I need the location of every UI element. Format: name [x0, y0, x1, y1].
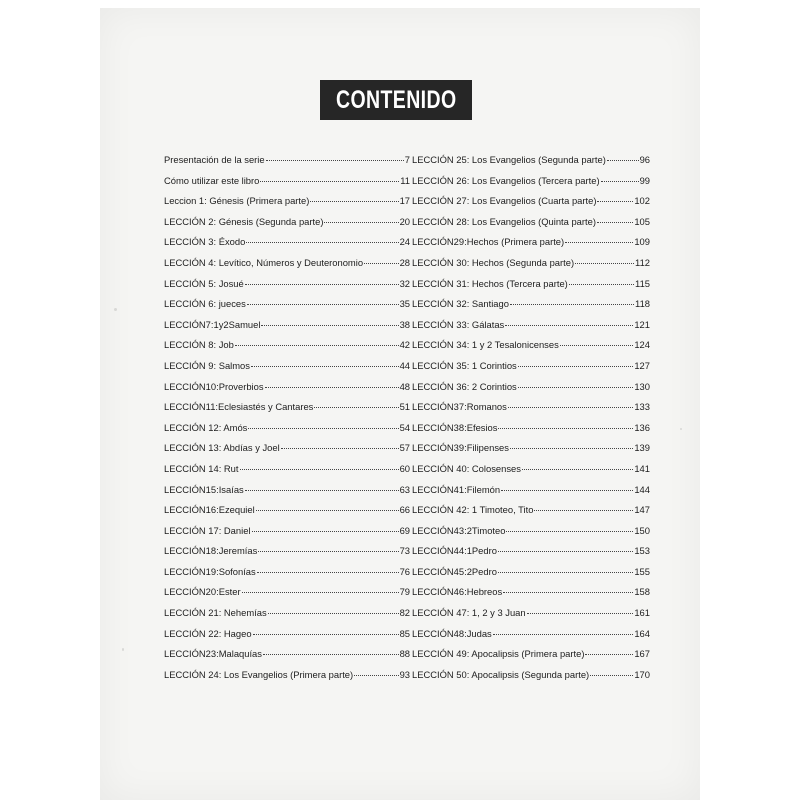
dot-leader	[506, 531, 633, 532]
toc-entry-page-number: 11	[400, 174, 410, 186]
toc-entry	[164, 545, 410, 566]
dot-leader	[248, 428, 398, 429]
toc-entry-title: LECCIÓN 5: Josué	[164, 277, 244, 289]
toc-entry-page-number: 118	[635, 298, 650, 310]
toc-entry	[164, 175, 410, 196]
toc-entry	[164, 319, 410, 340]
toc-entry	[164, 216, 410, 237]
toc-entry	[412, 525, 650, 546]
toc-entry-title: Presentación de la serie	[164, 154, 265, 165]
toc-entry-title: Cómo utilizar este libro	[164, 174, 260, 186]
toc-entry-title: Leccion 1: Génesis (Primera parte)	[164, 195, 310, 207]
toc-entry	[412, 175, 650, 196]
toc-entry	[412, 504, 650, 525]
toc-entry-title: LECCIÓN41:Filemón	[412, 483, 501, 495]
toc-entry-title: LECCIÓN11:Eclesiastés y Cantares	[164, 401, 314, 413]
toc-entry-title: LECCIÓN23:Malaquías	[164, 648, 262, 660]
dot-leader	[601, 181, 639, 182]
dot-leader	[263, 654, 399, 655]
toc-entry-title: LECCIÓN 17: Daniel	[164, 524, 251, 536]
toc-entry	[412, 154, 650, 175]
toc-entry	[412, 545, 650, 566]
toc-entry-page-number: 144	[634, 483, 650, 495]
dot-leader	[498, 428, 633, 429]
toc-entry-page-number: 167	[634, 648, 650, 660]
dot-leader	[597, 201, 633, 202]
toc-entry	[412, 586, 650, 607]
toc-entry-title: LECCIÓN 12: Amós	[164, 421, 248, 433]
toc-entry-page-number: 105	[634, 215, 650, 227]
toc-entry-title: LECCIÓN10:Proverbios	[164, 380, 264, 392]
toc-entry	[164, 298, 410, 319]
toc-entry-page-number: 44	[399, 359, 410, 371]
toc-entry	[164, 339, 410, 360]
dot-leader	[281, 448, 399, 449]
toc-entry	[412, 648, 650, 669]
dot-leader	[245, 284, 399, 285]
toc-entry-page-number: 48	[399, 380, 410, 392]
toc-entry	[164, 401, 410, 422]
toc-entry-title: LECCIÓN 14: Rut	[164, 462, 239, 474]
toc-entry-title: LECCIÓN 28: Los Evangelios (Quinta parte)	[412, 215, 596, 227]
dot-leader	[503, 592, 633, 593]
toc-entry-page-number: 121	[634, 318, 650, 330]
toc-entry-title: LECCIÓN 22: Hageo	[164, 627, 252, 639]
dot-leader	[240, 469, 399, 470]
toc-entry-page-number: 51	[399, 401, 410, 413]
toc-entry-title: LECCIÓN 50: Apocalipsis (Segunda parte)	[412, 668, 590, 680]
dot-leader	[266, 160, 404, 161]
toc-entry-page-number: 35	[399, 298, 410, 310]
toc-entry	[412, 360, 650, 381]
toc-entry	[164, 669, 410, 690]
toc-entry-title: LECCIÓN 21: Nehemías	[164, 607, 267, 619]
toc-entry-page-number: 73	[399, 545, 410, 557]
dot-leader	[508, 407, 634, 408]
paper-speck	[680, 428, 682, 430]
dot-leader	[498, 572, 633, 573]
dot-leader	[590, 675, 633, 676]
toc-entry	[412, 195, 650, 216]
dot-leader	[314, 407, 398, 408]
paper-speck	[114, 308, 117, 311]
dot-leader	[575, 263, 634, 264]
toc-entry-page-number: 88	[399, 648, 410, 660]
toc-entry-title: LECCIÓN45:2Pedro	[412, 565, 497, 577]
toc-entry-page-number: 66	[399, 504, 410, 516]
dot-leader	[324, 222, 398, 223]
toc-entry-page-number: 24	[399, 236, 410, 248]
toc-entry-page-number: 124	[634, 339, 650, 351]
dot-leader	[569, 284, 634, 285]
toc-entry-page-number: 147	[634, 504, 650, 516]
toc-entry-page-number: 155	[634, 565, 650, 577]
dot-leader	[257, 572, 399, 573]
dot-leader	[245, 490, 399, 491]
dot-leader	[565, 242, 633, 243]
toc-left-column	[164, 154, 410, 689]
toc-entry	[412, 381, 650, 402]
toc-entry	[412, 422, 650, 443]
toc-entry-title: LECCIÓN37:Romanos	[412, 401, 507, 413]
toc-entry-title: LECCIÓN 13: Abdías y Joel	[164, 442, 280, 454]
toc-entry-title: LECCIÓN18:Jeremías	[164, 545, 258, 557]
toc-entry-page-number: 32	[399, 277, 410, 289]
toc-entry-page-number: 136	[634, 421, 650, 433]
dot-leader	[247, 304, 399, 305]
toc-entry	[164, 236, 410, 257]
toc-entry-title: LECCIÓN16:Ezequiel	[164, 504, 255, 516]
toc-entry	[412, 484, 650, 505]
toc-entry	[164, 525, 410, 546]
toc-entry-page-number: 85	[399, 627, 410, 639]
toc-entry-title: LECCIÓN44:1Pedro	[412, 545, 497, 557]
toc-entry-title: LECCIÓN43:2Timoteo	[412, 524, 506, 536]
dot-leader	[585, 654, 633, 655]
dot-leader	[242, 592, 399, 593]
toc-entry-page-number: 102	[634, 195, 650, 207]
toc-entry-page-number: 99	[639, 174, 650, 186]
toc-entry-title: LECCIÓN 47: 1, 2 y 3 Juan	[412, 607, 526, 619]
dot-leader	[560, 345, 634, 346]
toc-entry-title: LECCIÓN48:Judas	[412, 627, 492, 639]
toc-entry-page-number: 115	[635, 277, 650, 289]
toc-entry	[412, 319, 650, 340]
toc-entry-page-number: 79	[399, 586, 410, 598]
toc-entry-page-number: 76	[399, 565, 410, 577]
toc-entry-title: LECCIÓN 24: Los Evangelios (Primera parte)	[164, 668, 354, 680]
dot-leader	[597, 222, 633, 223]
toc-entry-page-number: 139	[634, 442, 650, 454]
toc-entry	[412, 566, 650, 587]
toc-entry	[164, 278, 410, 299]
dot-leader	[310, 201, 398, 202]
dot-leader	[510, 448, 633, 449]
toc-entry-title: LECCIÓN 49: Apocalipsis (Primera parte)	[412, 648, 585, 660]
toc-entry-title: LECCIÓN 31: Hechos (Tercera parte)	[412, 277, 568, 289]
dot-leader	[534, 510, 633, 511]
toc-entry	[164, 422, 410, 443]
toc-entry-page-number: 60	[399, 462, 410, 474]
toc-entry-page-number: 170	[634, 668, 650, 680]
toc-entry-page-number: 20	[399, 215, 410, 227]
toc-entry-title: LECCIÓN15:Isaías	[164, 483, 244, 495]
dot-leader	[253, 634, 399, 635]
dot-leader	[364, 263, 399, 264]
dot-leader	[252, 531, 399, 532]
toc-entry	[164, 463, 410, 484]
dot-leader	[260, 181, 399, 182]
toc-entry	[164, 648, 410, 669]
toc-entry-page-number: 93	[399, 668, 410, 680]
toc-entry	[412, 628, 650, 649]
toc-entry-title: LECCIÓN29:Hechos (Primera parte)	[412, 236, 565, 248]
toc-entry	[412, 236, 650, 257]
toc-entry	[164, 154, 410, 175]
toc-entry-title: LECCIÓN 42: 1 Timoteo, Tito	[412, 504, 534, 516]
dot-leader	[510, 304, 634, 305]
toc-entry-title: LECCIÓN 9: Salmos	[164, 359, 250, 371]
dot-leader	[518, 387, 634, 388]
toc-entry	[412, 401, 650, 422]
toc-entry-title: LECCIÓN 8: Job	[164, 339, 234, 351]
toc-entry	[412, 442, 650, 463]
heading-banner	[320, 80, 472, 120]
toc-entry-title: LECCIÓN 35: 1 Corintios	[412, 359, 517, 371]
toc-entry	[164, 195, 410, 216]
dot-leader	[501, 490, 633, 491]
toc-entry	[412, 298, 650, 319]
toc-entry-page-number: 69	[399, 524, 410, 536]
dot-leader	[498, 551, 633, 552]
dot-leader	[261, 325, 398, 326]
toc-entry-page-number: 161	[634, 607, 650, 619]
dot-leader	[268, 613, 399, 614]
toc-entry-page-number: 7	[404, 154, 410, 165]
toc-entry	[164, 607, 410, 628]
toc-entry-title: LECCIÓN 36: 2 Corintios	[412, 380, 517, 392]
toc-entry	[164, 381, 410, 402]
toc-right-column	[412, 154, 650, 689]
toc-entry-title: LECCIÓN 2: Génesis (Segunda parte)	[164, 215, 324, 227]
toc-entry-page-number: 28	[399, 256, 410, 268]
dot-leader	[607, 160, 639, 161]
dot-leader	[527, 613, 634, 614]
toc-entry	[164, 484, 410, 505]
toc-entry-title: LECCIÓN 4: Levítico, Números y Deuteronomio	[164, 256, 364, 268]
toc-entry-page-number: 38	[399, 318, 410, 330]
toc-entry	[164, 628, 410, 649]
toc-entry-page-number: 112	[635, 256, 650, 268]
toc-entry	[412, 463, 650, 484]
toc-entry-title: LECCIÓN19:Sofonías	[164, 565, 256, 577]
toc-entry-page-number: 150	[634, 524, 650, 536]
toc-entry	[412, 257, 650, 278]
toc-entry-page-number: 127	[634, 359, 650, 371]
dot-leader	[354, 675, 398, 676]
toc-entry-title: LECCIÓN38:Efesios	[412, 421, 498, 433]
toc-entry-page-number: 17	[399, 195, 410, 207]
dot-leader	[518, 366, 634, 367]
toc-entry-title: LECCIÓN 40: Colosenses	[412, 462, 521, 474]
toc-entry-title: LECCIÓN 34: 1 y 2 Tesalonicenses	[412, 339, 559, 351]
toc-entry	[164, 504, 410, 525]
toc-entry	[164, 442, 410, 463]
toc-entry-title: LECCIÓN 6: jueces	[164, 298, 246, 310]
toc-entry	[164, 566, 410, 587]
toc-entry-page-number: 57	[399, 442, 410, 454]
dot-leader	[493, 634, 634, 635]
dot-leader	[235, 345, 399, 346]
toc-entry	[412, 216, 650, 237]
toc-entry-page-number: 96	[639, 154, 650, 165]
dot-leader	[505, 325, 633, 326]
toc-entry-title: LECCIÓN 30: Hechos (Segunda parte)	[412, 256, 575, 268]
toc-entry	[412, 339, 650, 360]
toc-entry-page-number: 153	[634, 545, 650, 557]
toc-entry-page-number: 158	[634, 586, 650, 598]
toc-entry-title: LECCIÓN 3: Éxodo	[164, 236, 246, 248]
toc-entry	[412, 278, 650, 299]
toc-entry-title: LECCIÓN 26: Los Evangelios (Tercera parte)	[412, 174, 600, 186]
toc-entry-page-number: 109	[634, 236, 650, 248]
toc-entry-page-number: 54	[399, 421, 410, 433]
toc-entry-title: LECCIÓN20:Ester	[164, 586, 241, 598]
toc-entry-title: LECCIÓN39:Filipenses	[412, 442, 509, 454]
dot-leader	[258, 551, 398, 552]
toc-entry-page-number: 130	[634, 380, 650, 392]
dot-leader	[246, 242, 398, 243]
toc-entry-page-number: 82	[399, 607, 410, 619]
dot-leader	[251, 366, 399, 367]
paper-speck	[122, 648, 124, 651]
toc-entry	[412, 669, 650, 690]
toc-entry-title: LECCIÓN 25: Los Evangelios (Segunda parte)	[412, 154, 606, 165]
toc-entry-page-number: 141	[634, 462, 650, 474]
dot-leader	[256, 510, 399, 511]
page-title: CONTENIDO	[335, 85, 457, 114]
toc-entry-title: LECCIÓN7:1y2Samuel	[164, 318, 261, 330]
toc-entry	[164, 586, 410, 607]
toc-entry	[164, 257, 410, 278]
dot-leader	[522, 469, 633, 470]
toc-entry	[164, 360, 410, 381]
toc-entry-title: LECCIÓN46:Hebreos	[412, 586, 503, 598]
toc-entry-title: LECCIÓN 27: Los Evangelios (Cuarta parte)	[412, 195, 597, 207]
toc-entry-page-number: 63	[399, 483, 410, 495]
toc-entry-page-number: 42	[399, 339, 410, 351]
toc-entry	[412, 607, 650, 628]
toc-entry-page-number: 133	[634, 401, 650, 413]
toc-entry-title: LECCIÓN 33: Gálatas	[412, 318, 505, 330]
dot-leader	[265, 387, 399, 388]
toc-entry-page-number: 164	[634, 627, 650, 639]
toc-entry-title: LECCIÓN 32: Santiago	[412, 298, 509, 310]
